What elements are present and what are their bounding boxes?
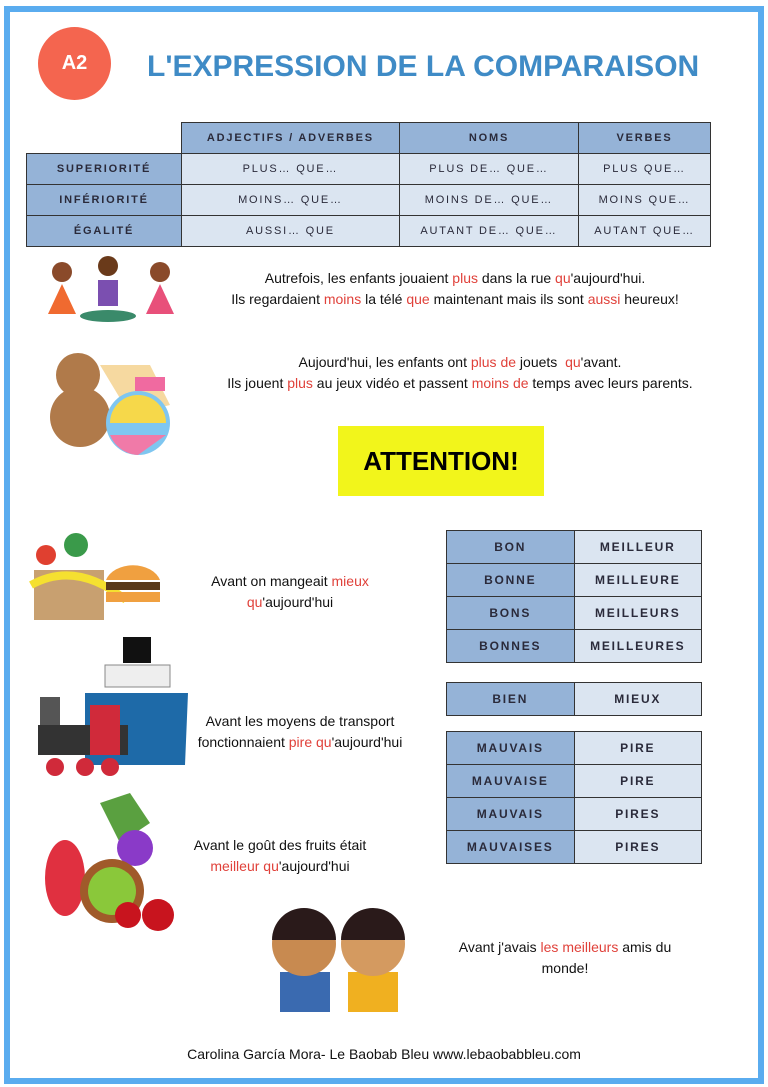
table-row [447, 630, 702, 663]
table-row [447, 597, 702, 630]
sentence-line [175, 835, 385, 856]
comparison-word: pire qu [288, 734, 332, 750]
comparison-word: moins de [471, 375, 529, 391]
comparative-cell: PIRES [574, 798, 702, 831]
sentence-text: Avant on mangeait [211, 573, 332, 589]
table-cell: PLUS… QUE… [182, 154, 400, 185]
sentence-text: fonctionnaient [197, 734, 289, 750]
comparative-cell: MEILLEUR [574, 531, 702, 564]
comparative-cell: PIRES [574, 831, 702, 864]
toys-illustration [40, 345, 188, 457]
sentence-text: dans la rue [477, 270, 556, 286]
comparative-cell: MIEUX [574, 683, 702, 716]
table-row [447, 732, 702, 765]
adjective-cell: BONNE [447, 564, 575, 597]
sentence-line [195, 268, 715, 289]
sentence-line [440, 937, 690, 958]
bon-table [446, 530, 702, 663]
sentence-text: maintenant mais ils sont [429, 291, 588, 307]
sentence-text: amis du [618, 939, 672, 955]
adjective-cell: MAUVAIS [447, 798, 575, 831]
sentence-text: 'aujourd'hui. [570, 270, 646, 286]
table-row [27, 154, 711, 185]
sentence-text: Avant j'avais [458, 939, 541, 955]
sentence-text: temps avec leurs parents. [528, 375, 693, 391]
sentence-block [175, 835, 385, 877]
bien-table [446, 682, 702, 716]
comparison-word: plus de [470, 354, 517, 370]
column-header: NOMS [399, 123, 578, 154]
column-header: ADJECTIFS / ADVERBES [182, 123, 400, 154]
comparison-word: moins [323, 291, 362, 307]
table-row [447, 798, 702, 831]
table-row [447, 531, 702, 564]
sentence-line [180, 732, 420, 753]
page-title: L'EXPRESSION DE LA COMPARAISON [147, 50, 700, 83]
sentence-text: au jeux vidéo et passent [312, 375, 472, 391]
table-cell: AUSSI… QUE [182, 216, 400, 247]
comparison-word: que [406, 291, 430, 307]
sentence-text: Avant les moyens de transport [205, 713, 395, 729]
sentence-line [175, 856, 385, 877]
food-illustration [26, 530, 162, 625]
sentence-block [180, 571, 400, 613]
train-ship-illustration [30, 635, 188, 783]
table-cell: PLUS QUE… [579, 154, 711, 185]
sentence-block [195, 352, 725, 394]
comparative-cell: MEILLEURES [574, 630, 702, 663]
mauvais-table [446, 731, 702, 864]
sentence-line [180, 711, 420, 732]
comparison-word: qu [565, 354, 581, 370]
comparative-cell: MEILLEURS [574, 597, 702, 630]
adjective-cell: BONS [447, 597, 575, 630]
table-row [447, 683, 702, 716]
comparison-word: aussi [587, 291, 621, 307]
comparison-word: plus [287, 375, 313, 391]
sentence-text: Ils regardaient [231, 291, 324, 307]
adjective-cell: BONNES [447, 630, 575, 663]
fruits-illustration [40, 793, 180, 935]
table-row [447, 765, 702, 798]
sentence-text: Autrefois, les enfants jouaient [264, 270, 453, 286]
table-cell: MOINS QUE… [579, 185, 711, 216]
sentence-text: monde! [541, 960, 589, 976]
sentence-line [440, 958, 690, 979]
sentence-text: 'aujourd'hui [331, 734, 403, 750]
sentence-text: jouets [516, 354, 566, 370]
comparison-word: plus [452, 270, 478, 286]
row-header: SUPERIORITÉ [27, 154, 182, 185]
comparison-word: qu [555, 270, 571, 286]
adjective-cell: MAUVAIS [447, 732, 575, 765]
sentence-line [180, 592, 400, 613]
table-row [27, 216, 711, 247]
sentence-line [195, 289, 715, 310]
sentence-block [195, 268, 715, 310]
sentence-text: Ils jouent [227, 375, 288, 391]
table-row [447, 831, 702, 864]
row-header: ÉGALITÉ [27, 216, 182, 247]
friends-illustration [258, 902, 418, 1012]
adjective-cell: MAUVAISES [447, 831, 575, 864]
sentence-line [195, 352, 725, 373]
sentence-text: la télé [361, 291, 407, 307]
sentence-text: Aujourd'hui, les enfants ont [298, 354, 471, 370]
sentence-text: 'aujourd'hui [278, 858, 350, 874]
comparative-cell: MEILLEURE [574, 564, 702, 597]
comparative-cell: PIRE [574, 732, 702, 765]
column-header: VERBES [579, 123, 711, 154]
sentence-text: heureux! [620, 291, 679, 307]
table-cell: MOINS… QUE… [182, 185, 400, 216]
comparison-word: les meilleurs [540, 939, 619, 955]
adjective-cell: BON [447, 531, 575, 564]
attention-banner: ATTENTION! [338, 426, 544, 496]
sentence-line [180, 571, 400, 592]
table-cell: PLUS DE… QUE… [399, 154, 578, 185]
sentence-text: 'avant. [580, 354, 622, 370]
comparison-table [26, 122, 711, 247]
table-cell: AUTANT DE… QUE… [399, 216, 578, 247]
comparison-word: mieux [331, 573, 369, 589]
sentence-line [195, 373, 725, 394]
level-badge: A2 [38, 27, 111, 100]
table-row [27, 185, 711, 216]
children-playing-illustration [40, 252, 180, 330]
comparative-cell: PIRE [574, 765, 702, 798]
table-row [447, 564, 702, 597]
sentence-block [440, 937, 690, 979]
adjective-cell: BIEN [447, 683, 575, 716]
adjective-cell: MAUVAISE [447, 765, 575, 798]
comparison-word: qu [246, 594, 263, 610]
sentence-block [180, 711, 420, 753]
row-header: INFÉRIORITÉ [27, 185, 182, 216]
sentence-text: Avant le goût des fruits était [193, 837, 367, 853]
table-cell: AUTANT QUE… [579, 216, 711, 247]
comparison-word: meilleur qu [210, 858, 279, 874]
empty-corner [27, 123, 182, 154]
sentence-text: 'aujourd'hui [262, 594, 334, 610]
table-cell: MOINS DE… QUE… [399, 185, 578, 216]
footer-credit: Carolina García Mora- Le Baobab Bleu www.lebaobabbleu.com [187, 1046, 581, 1062]
table-header-row [27, 123, 711, 154]
